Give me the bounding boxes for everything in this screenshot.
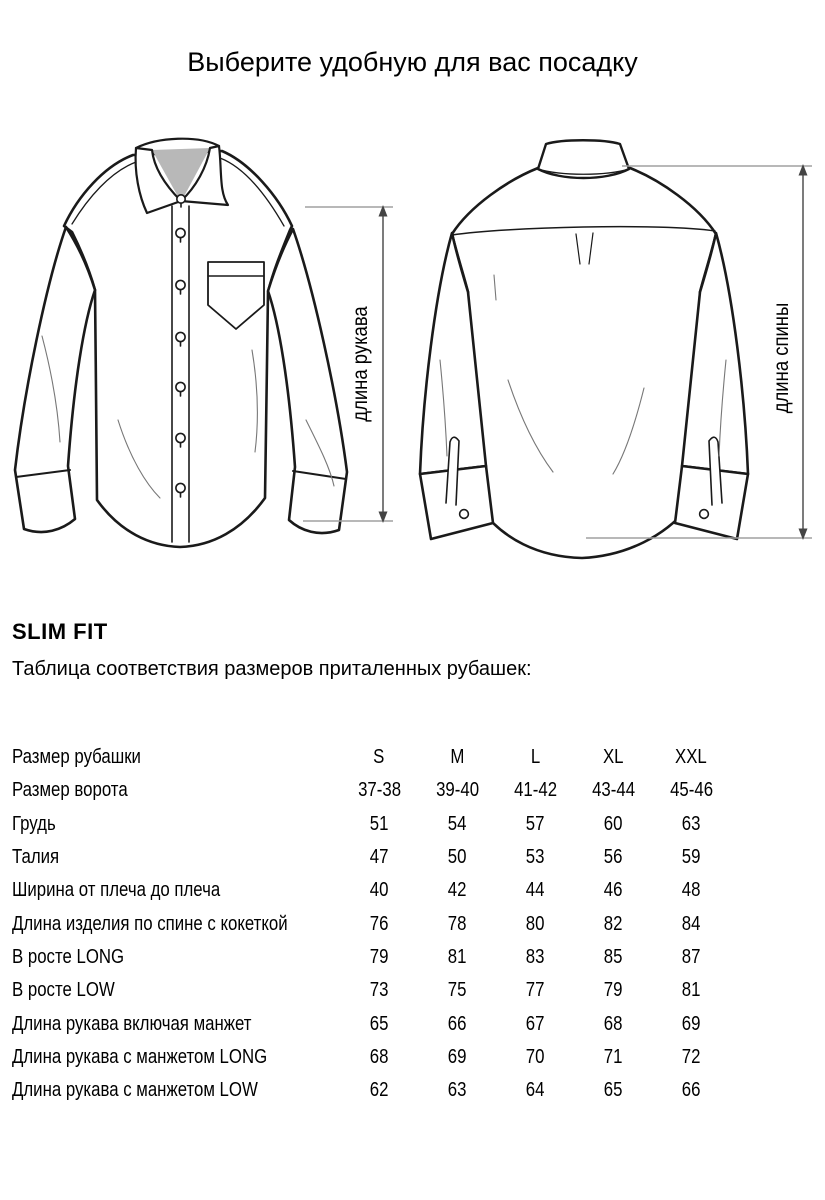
cell-value: 57	[525, 812, 545, 835]
row-label: Длина рукава с манжетом LONG	[12, 1045, 268, 1068]
row-label: Длина рукава включая манжет	[12, 1012, 252, 1035]
cell-value: 59	[681, 846, 701, 869]
cell-value: 84	[681, 912, 701, 935]
cell-value: 71	[603, 1045, 623, 1068]
table-subtitle: Таблица соответствия размеров приталенных рубашек:	[12, 658, 532, 680]
row-label: Длина рукава с манжетом LOW	[12, 1079, 258, 1102]
cell-value: 83	[525, 945, 545, 968]
row-label: Талия	[12, 846, 60, 869]
shirt-front-drawing	[15, 139, 347, 547]
cell-value: 40	[369, 879, 389, 902]
cell-value: 68	[603, 1012, 623, 1035]
row-label: В росте LOW	[12, 979, 115, 1002]
cell-value: 73	[369, 979, 389, 1002]
size-column-header: XXL	[675, 746, 708, 769]
size-table-body	[12, 741, 730, 1107]
table-row	[12, 974, 730, 1007]
cell-value: 75	[447, 979, 467, 1002]
cell-value: 72	[681, 1045, 701, 1068]
cell-value: 80	[525, 912, 545, 935]
table-row	[12, 808, 730, 841]
table-row	[12, 1007, 730, 1040]
cell-value: 51	[369, 812, 389, 835]
cell-value: 81	[447, 945, 467, 968]
cell-value: 65	[369, 1012, 389, 1035]
table-row	[12, 874, 730, 907]
row-label: Грудь	[12, 812, 56, 835]
cell-value: 53	[525, 846, 545, 869]
cell-value: 79	[603, 979, 623, 1002]
cell-value: 39-40	[435, 779, 479, 802]
cell-value: 48	[681, 879, 701, 902]
row-label: Размер ворота	[12, 779, 128, 802]
size-column-header: M	[450, 746, 465, 769]
cell-value: 63	[447, 1079, 467, 1102]
fit-heading: SLIM FIT	[12, 619, 108, 644]
cell-value: 68	[369, 1045, 389, 1068]
size-column-header: XL	[602, 746, 624, 769]
cell-value: 66	[447, 1012, 467, 1035]
cell-value: 64	[525, 1079, 545, 1102]
cell-value: 46	[603, 879, 623, 902]
table-row	[12, 907, 730, 940]
size-column-header: L	[530, 746, 540, 769]
row-label: В росте LONG	[12, 945, 125, 968]
cell-value: 66	[681, 1079, 701, 1102]
table-row	[12, 1041, 730, 1074]
cell-value: 85	[603, 945, 623, 968]
table-header-row	[12, 741, 730, 774]
cell-value: 37-38	[357, 779, 401, 802]
cell-value: 69	[447, 1045, 467, 1068]
cell-value: 87	[681, 945, 701, 968]
back-length-label: длина спины	[769, 302, 794, 414]
cell-value: 76	[369, 912, 389, 935]
cell-value: 70	[525, 1045, 545, 1068]
cell-value: 77	[525, 979, 545, 1002]
page-title: Выберите удобную для вас посадку	[187, 47, 638, 77]
cell-value: 50	[447, 846, 467, 869]
cell-value: 78	[447, 912, 467, 935]
cell-value: 54	[447, 812, 467, 835]
cell-value: 79	[369, 945, 389, 968]
table-row	[12, 841, 730, 874]
cell-value: 62	[369, 1079, 389, 1102]
cell-value: 44	[525, 879, 545, 902]
cell-value: 60	[603, 812, 623, 835]
table-row	[12, 941, 730, 974]
row-label: Размер рубашки	[12, 746, 141, 769]
shirt-back-drawing	[420, 140, 748, 558]
cell-value: 82	[603, 912, 623, 935]
size-column-header: S	[373, 746, 385, 769]
cell-value: 41-42	[513, 779, 557, 802]
cell-value: 45-46	[669, 779, 713, 802]
cell-value: 47	[369, 846, 389, 869]
row-label: Длина изделия по спине с кокеткой	[12, 912, 288, 935]
cell-value: 42	[447, 879, 467, 902]
cell-value: 63	[681, 812, 701, 835]
cell-value: 43-44	[591, 779, 635, 802]
table-row	[12, 1074, 730, 1107]
cell-value: 81	[681, 979, 701, 1002]
size-table	[12, 741, 730, 1107]
table-row	[12, 774, 730, 807]
cell-value: 67	[525, 1012, 545, 1035]
cell-value: 65	[603, 1079, 623, 1102]
sleeve-length-label: длина рукава	[348, 306, 373, 422]
cell-value: 69	[681, 1012, 701, 1035]
row-label: Ширина от плеча до плеча	[12, 879, 221, 902]
cell-value: 56	[603, 846, 623, 869]
